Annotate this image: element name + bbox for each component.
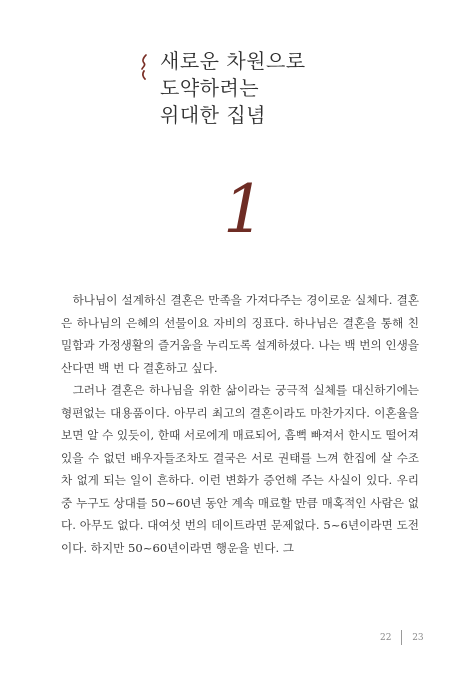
chapter-title — [160, 48, 306, 129]
chapter-number: 1 — [223, 171, 265, 248]
left-page-number: 22 — [380, 632, 392, 643]
page-numbers — [380, 630, 424, 645]
chapter-title-line-1: 새로운 차원으로 — [160, 49, 306, 73]
ornament-mark-icon — [140, 54, 150, 80]
body-text — [61, 289, 419, 559]
page-number-divider — [401, 630, 402, 645]
paragraph-2: 그러나 결혼은 하나님을 위한 삶이라는 궁극적 실체를 대신하기에는 형편없는 대용품이다. 아무리 최고의 결혼이라도 마찬가지다. 이혼율을 보면 알 수 있듯이, 한때 서로에게 매료되어, 흠뻑 빠져서 한시도 떨어져 있을 수 없던 배우자들조차도 결국은 서로 권태를 느껴 한집에 살 수조차 없게 되는 일이 흔하다. 이런 변화가 증언해 주는 사실이 있다. 우리 중 누구도 상대를 50~60년 동안 계속 매료할 만큼 매혹적인 사람은 없다. 아무도 없다. 대여섯 번의 데이트라면 문제없다. 5~6년이라면 도전이다. 하지만 50~60년이라면 행운을 빈다. 그 — [61, 383, 419, 555]
paragraph-1: 하나님이 설계하신 결혼은 만족을 가져다주는 경이로운 실체다. 결혼은 하나님의 은혜의 선물이요 자비의 징표다. 하나님은 결혼을 통해 친밀함과 가정생활의 즐거움을 누리도록 설계하셨다. 나는 백 번의 인생을 산다면 백 번 다 결혼하고 싶다. — [61, 293, 419, 375]
right-page-number: 23 — [412, 632, 424, 643]
chapter-title-line-2: 도약하려는 — [160, 76, 260, 100]
chapter-title-line-3: 위대한 집념 — [160, 103, 266, 127]
